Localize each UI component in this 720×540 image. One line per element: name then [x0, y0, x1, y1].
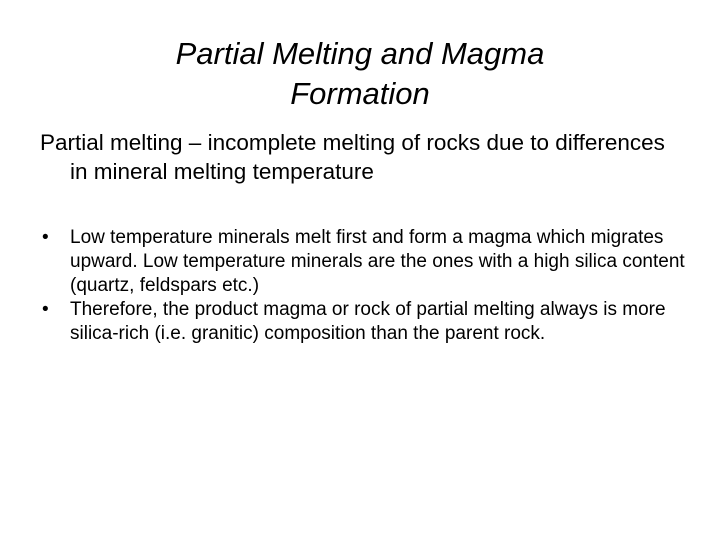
bullet-marker: • [42, 227, 49, 248]
bullet-marker: • [42, 299, 49, 320]
slide-title [0, 34, 720, 114]
lead-paragraph: Partial melting – incomplete melting of rocks due to differences in mineral melting temperature [40, 130, 665, 184]
bullet-text-2: Therefore, the product magma or rock of partial melting always is more silica-rich (i.e. granitic) composition than the parent rock. [70, 299, 666, 344]
bullet-text-1: Low temperature minerals melt first and form a magma which migrates upward. Low temperature minerals are the ones with a high silica content (quartz, feldspars etc.) [70, 227, 685, 296]
slide-title-line-2: Formation [290, 76, 430, 111]
bullet-list [40, 226, 690, 346]
bullet-item-2 [40, 298, 690, 346]
slide-title-line-1: Partial Melting and Magma [175, 36, 545, 71]
bullet-item-1 [40, 226, 690, 298]
